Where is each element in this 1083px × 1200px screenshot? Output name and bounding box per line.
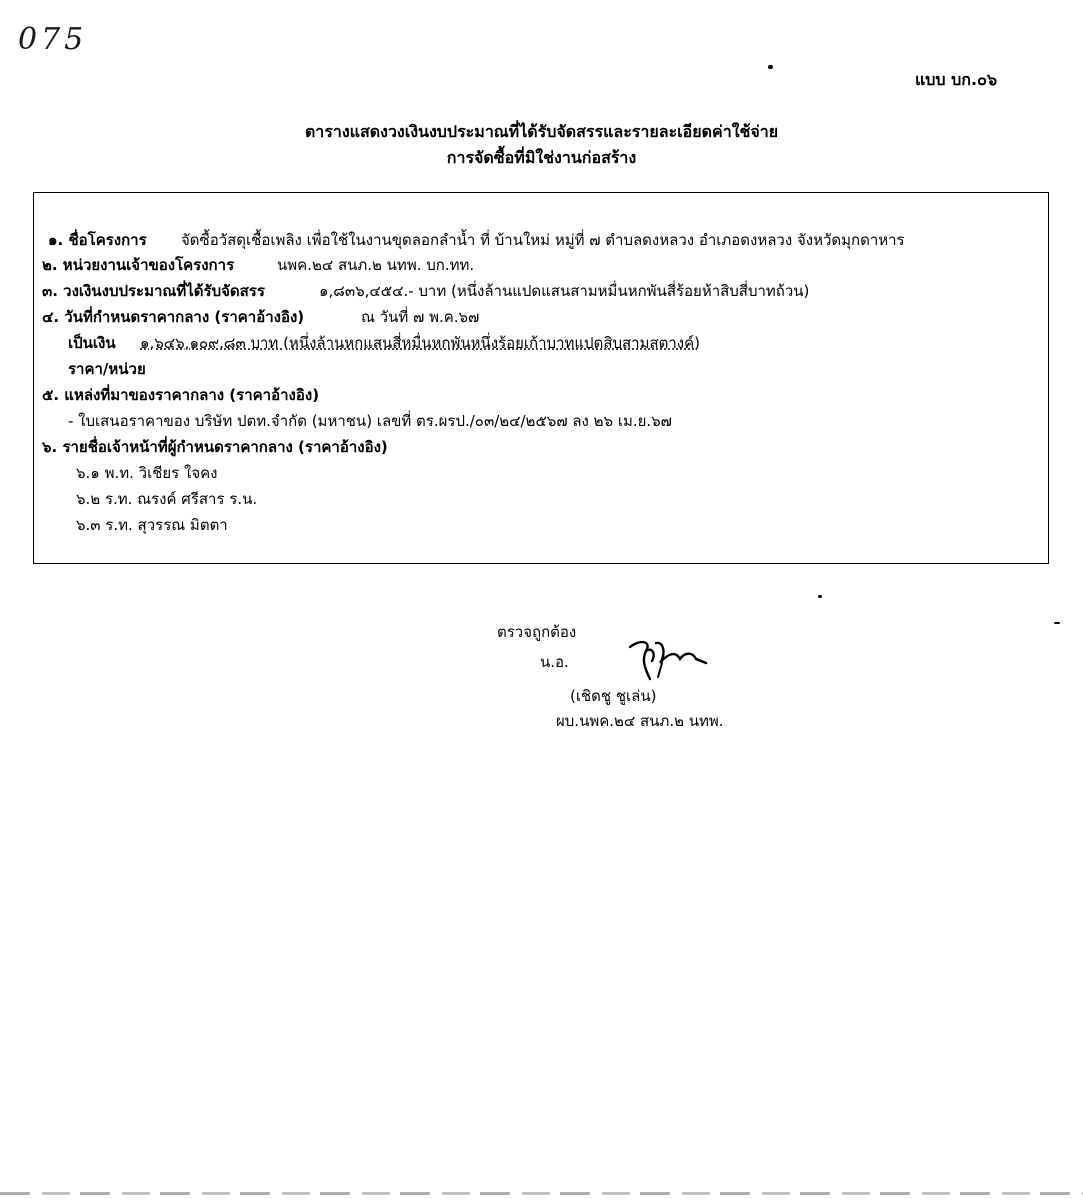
item4-amount-value: ๑,๖๔๖,๑๐๙.๘๓ บาท (หนึ่งล้านหกแสนสี่หมื่นหกพันหนึ่งร้อยเก้าบาทแปดสิบสามสตางค์) <box>140 334 700 352</box>
signer-rank: น.อ. <box>540 653 569 671</box>
item6-label: ๖. รายชื่อเจ้าหน้าที่ผู้กำหนดราคากลาง (ราคาอ้างอิง) <box>42 438 388 456</box>
document-title: ตารางแสดงวงเงินงบประมาณที่ได้รับจัดสรรและรายละเอียดค่าใช้จ่าย <box>304 122 779 141</box>
item2-value: นพค.๒๔ สนภ.๒ นทพ. บก.ทท. <box>277 256 475 274</box>
scan-speck <box>1054 622 1060 624</box>
item3-label: ๓. วงเงินงบประมาณที่ได้รับจัดสรร <box>42 282 265 300</box>
scan-speck <box>768 65 773 69</box>
item4-unit: ราคา/หน่วย <box>68 360 146 378</box>
item2-label: ๒. หน่วยงานเจ้าของโครงการ <box>42 256 235 274</box>
scan-edge-artifact <box>0 1192 1083 1195</box>
item6-person-1: ๖.๑ พ.ท. วิเชียร ใจคง <box>76 464 218 482</box>
item6-person-3: ๖.๓ ร.ท. สุวรรณ มิตตา <box>76 516 228 534</box>
item6-person-2: ๖.๒ ร.ท. ณรงค์ ศรีสาร ร.น. <box>76 490 258 508</box>
signer-position: ผบ.นพค.๒๔ สนภ.๒ นทพ. <box>556 712 724 730</box>
verified-label: ตรวจถูกต้อง <box>497 623 577 641</box>
item4-amount-label: เป็นเงิน <box>68 334 116 352</box>
scan-speck <box>818 595 822 598</box>
item3-value: ๑,๘๓๖,๔๕๔.- บาท (หนึ่งล้านแปดแสนสามหมื่นหกพันสี่ร้อยห้าสิบสี่บาทถ้วน) <box>319 282 810 300</box>
item1-label: ๑. ชื่อโครงการ <box>48 231 147 249</box>
handwritten-page-number: 075 <box>18 22 88 57</box>
form-code: แบบ บก.๐๖ <box>914 70 997 89</box>
document-subtitle: การจัดซื้อที่มิใช่งานก่อสร้าง <box>446 148 637 167</box>
handwritten-signature <box>622 633 712 683</box>
item1-value: จัดซื้อวัสดุเชื้อเพลิง เพื่อใช้ในงานขุดลอกลำน้ำ ที่ บ้านใหม่ หมู่ที่ ๗ ตำบลดงหลวง อำเภอดงหลวง จังหวัดมุกดาหาร <box>181 231 905 249</box>
item5-label: ๕. แหล่งที่มาของราคากลาง (ราคาอ้างอิง) <box>42 386 320 404</box>
item4-value: ณ วันที่ ๗ พ.ค.๖๗ <box>361 308 480 326</box>
signer-name: (เชิดชู ชูเล่น) <box>570 687 657 705</box>
item5-value: - ใบเสนอราคาของ บริษัท ปตท.จำกัด (มหาชน) เลขที่ ตร.ผรป./๐๓/๒๔/๒๕๖๗ ลง ๒๖ เม.ย.๖๗ <box>68 412 672 430</box>
item4-label: ๔. วันที่กำหนดราคากลาง (ราคาอ้างอิง) <box>42 308 305 326</box>
